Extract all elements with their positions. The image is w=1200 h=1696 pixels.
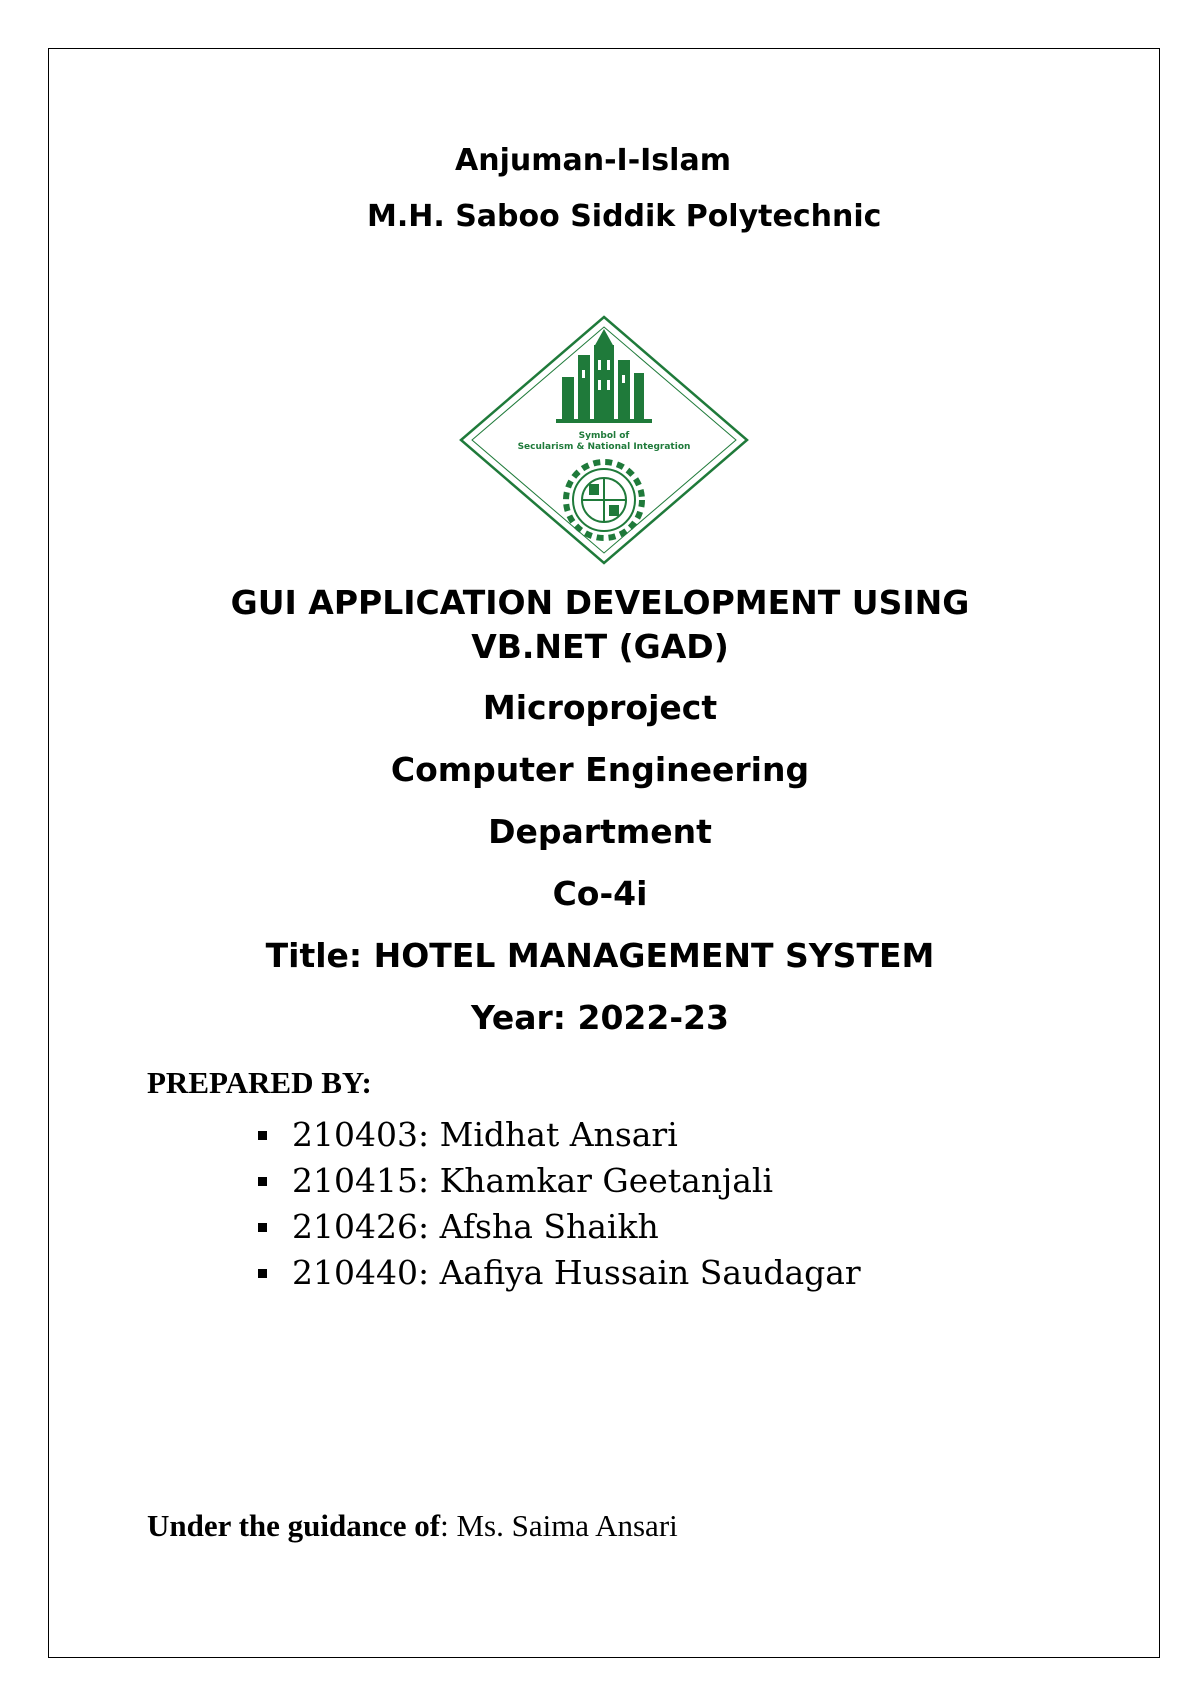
- member-entry: 210415: Khamkar Geetanjali: [292, 1161, 774, 1200]
- member-list: [0, 1112, 861, 1296]
- institute-logo: [458, 315, 750, 565]
- guidance-line: [147, 1508, 678, 1544]
- logo-motto-line2: Secularism & National Integration: [517, 442, 691, 452]
- bullet-icon: [258, 1269, 267, 1278]
- guidance-separator: :: [440, 1508, 457, 1543]
- prepared-by-heading: PREPARED BY:: [147, 1065, 372, 1100]
- org-name: Anjuman-I-Islam: [455, 143, 731, 178]
- list-item: [0, 1112, 861, 1158]
- list-item: [0, 1204, 861, 1250]
- list-item: [0, 1158, 861, 1204]
- course-line2: VB.NET (GAD): [471, 627, 729, 666]
- course-line1: GUI APPLICATION DEVELOPMENT USING: [230, 583, 970, 622]
- guide-name: Ms. Saima Ansari: [456, 1508, 678, 1543]
- department-line2: Department: [488, 812, 712, 851]
- guidance-label: Under the guidance of: [147, 1508, 441, 1543]
- page-border: [48, 48, 1160, 1658]
- bullet-icon: [258, 1223, 267, 1232]
- project-title: Title: HOTEL MANAGEMENT SYSTEM: [265, 936, 935, 975]
- logo-motto: Symbol of: [578, 431, 630, 441]
- member-entry: 210440: Aafiya Hussain Saudagar: [292, 1253, 861, 1292]
- project-type: Microproject: [482, 688, 718, 727]
- class-name: Co-4i: [552, 874, 648, 913]
- bullet-icon: [258, 1131, 267, 1140]
- list-item: [0, 1250, 861, 1296]
- member-entry: 210426: Afsha Shaikh: [292, 1207, 659, 1246]
- department-line1: Computer Engineering: [390, 750, 810, 789]
- member-entry: 210403: Midhat Ansari: [292, 1115, 678, 1154]
- academic-year: Year: 2022-23: [471, 998, 729, 1037]
- building-emblem: [556, 329, 652, 423]
- gear-emblem: [566, 462, 642, 538]
- bullet-icon: [258, 1177, 267, 1186]
- institute-name: M.H. Saboo Siddik Polytechnic: [367, 199, 882, 234]
